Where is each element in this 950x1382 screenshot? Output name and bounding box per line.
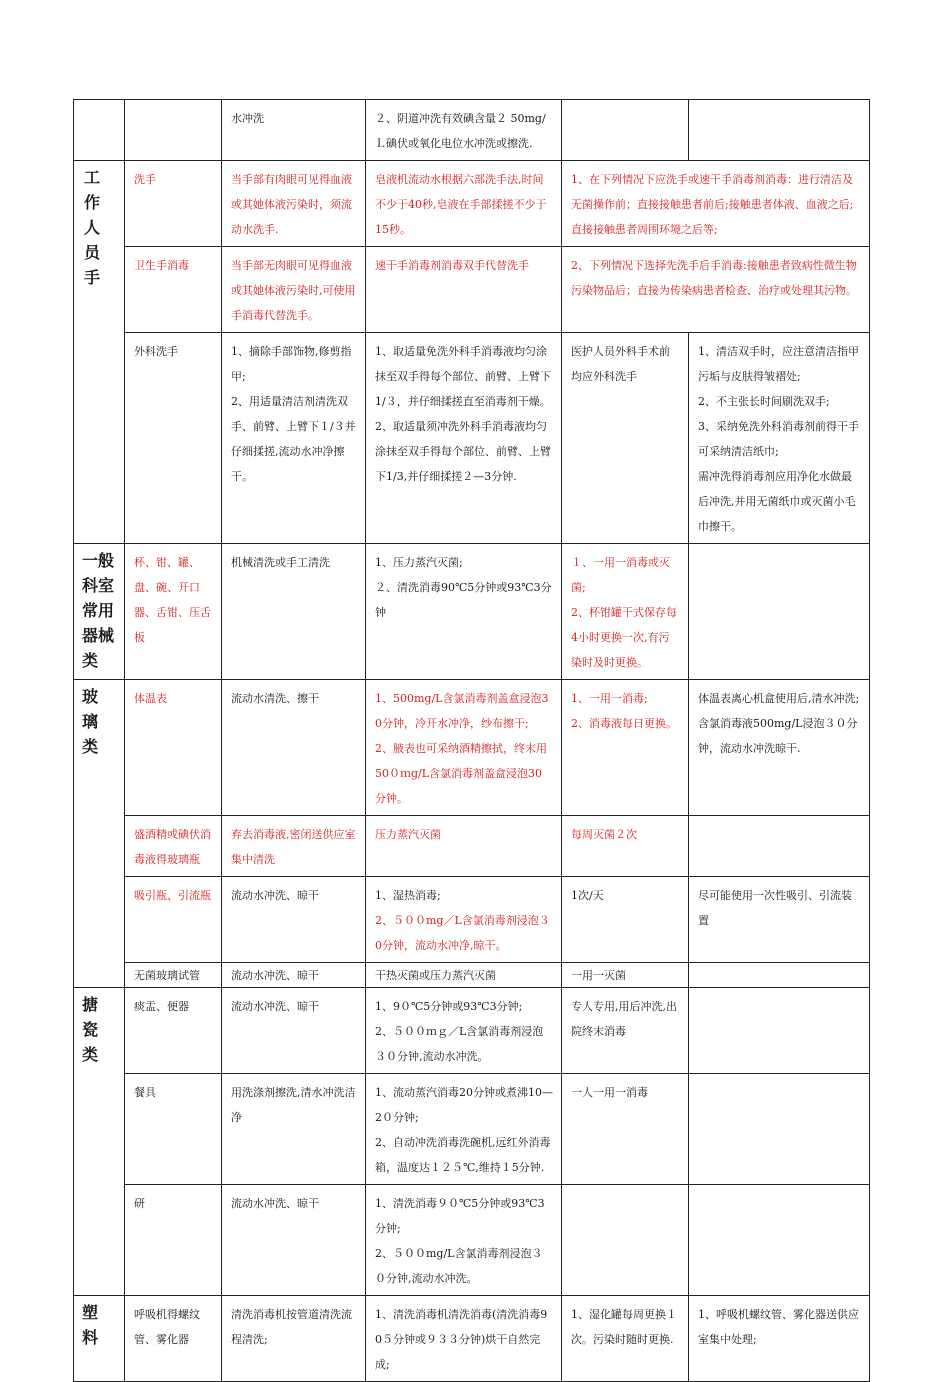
cell-line: 2、自动冲洗消毒洗碗机,远红外消毒箱，温度达１２５℃,维持１5分钟.	[375, 1136, 551, 1174]
cell-line: 2、用适量清洁剂清洗双手、前臂、上臂下１/３并仔细揉搓,流动水冲净擦干。	[231, 395, 356, 483]
table-row	[74, 963, 870, 988]
item-cell: 餐具	[125, 1074, 222, 1185]
cell-line: １、一用一消毒或灭菌;	[571, 556, 670, 594]
disinfect-cell	[366, 1074, 562, 1185]
cell-line: 1、取适量免洗外科手消毒液均匀涂抹至双手得每个部位、前臂、上臂下1/３，并仔细揉搓直至消毒剂干燥。	[375, 345, 551, 408]
frequency-cell: 1、湿化罐每周更换１次。污染时随时更换.	[562, 1296, 689, 1382]
cell-line: 需冲洗得消毒剂应用净化水做最后冲洗,并用无菌纸巾或灭菌小毛巾擦干。	[698, 470, 856, 533]
cell-line: 2、５００ｍｇ／L含氯消毒剂浸泡３０分钟,流动水冲洗。	[375, 1025, 544, 1063]
disinfect-cell	[366, 333, 562, 544]
cell-line: ２、清洗消毒90℃5分钟或93℃3分钟	[375, 581, 552, 619]
table-row	[74, 544, 870, 680]
item-cell: 吸引瓶、引流瓶	[125, 877, 222, 963]
note-cell	[689, 988, 870, 1074]
disinfection-table	[73, 99, 870, 1382]
item-cell: 呼吸机得螺纹管、雾化器	[125, 1296, 222, 1382]
note-cell	[689, 1185, 870, 1296]
table-row	[74, 1185, 870, 1296]
table-row	[74, 988, 870, 1074]
disinfect-cell	[366, 877, 562, 963]
item-cell: 外科洗手	[125, 333, 222, 544]
disinfect-step: 2、５００mg／L含氯消毒剂浸泡３0分钟，流动水冲净,晾干。	[375, 914, 550, 952]
category-cell: 塑料	[74, 1296, 125, 1382]
frequency-cell	[562, 544, 689, 680]
item-cell: 洗手	[125, 161, 222, 247]
note-cell	[689, 100, 870, 161]
category-cell: 玻璃类	[74, 680, 125, 988]
disinfect-cell	[366, 544, 562, 680]
method-cell: 流动水冲洗、晾干	[222, 988, 366, 1074]
disinfect-cell: 压力蒸汽灭菌	[366, 816, 562, 877]
note-cell	[689, 816, 870, 877]
method-cell: 当手部无肉眼可见得血液或其她体液污染时,可使用手消毒代替洗手。	[222, 247, 366, 333]
frequency-cell: 1次/天	[562, 877, 689, 963]
category-cell: 工作人员手	[74, 161, 125, 544]
table-row	[74, 100, 870, 161]
note-cell	[689, 333, 870, 544]
disinfect-cell: ２、阴道冲洗有效碘含量２ 50mg/Ｌ碘伏或氧化电位水冲洗或擦洗.	[366, 100, 562, 161]
method-cell: 当手部有肉眼可见得血液或其她体液污染时，须流动水洗手.	[222, 161, 366, 247]
method-cell: 用洗涤剂擦洗,清水冲洗洁净	[222, 1074, 366, 1185]
frequency-cell	[562, 680, 689, 816]
table-row	[74, 680, 870, 816]
cell-line: 3、采纳免洗外科消毒剂前得干手可采纳清洁纸巾;	[698, 420, 859, 458]
item-cell: 痰盂、便器	[125, 988, 222, 1074]
frequency-cell: 医护人员外科手术前均应外科洗手	[562, 333, 689, 544]
category-cell: 一般科室常用器械类	[74, 544, 125, 680]
disinfect-step: 1、湿热消毒;	[375, 889, 441, 902]
item-cell: 卫生手消毒	[125, 247, 222, 333]
frequency-cell: 2、下列情况下选择先洗手后手消毒:接触患者致病性微生物污染物品后；直接为传染病患者检查、治疗或处理其污物。	[562, 247, 870, 333]
frequency-cell	[562, 100, 689, 161]
table-row	[74, 161, 870, 247]
frequency-cell: 一用一灭菌	[562, 963, 689, 988]
note-cell	[689, 963, 870, 988]
item-cell: 杯、钳、罐、盘、碗、开口器、舌钳、压舌板	[125, 544, 222, 680]
cell-line: 1、清洁双手时，应注意清洁指甲污垢与皮肤得皱褶处;	[698, 345, 859, 383]
cell-line: 1、500mg/L含氯消毒剂盖盒浸泡30分钟，冷开水冲净，纱布擦干;	[375, 692, 549, 730]
table-row	[74, 247, 870, 333]
cell-line: 2、不主张长时间刷洗双手;	[698, 395, 830, 408]
item-cell: 无菌玻璃试管	[125, 963, 222, 988]
disinfect-cell: 皂液机流动水根据六部洗手法,时间不少于40秒,皂液在手部揉搓不少于15秒。	[366, 161, 562, 247]
method-cell: 机械清洗或手工清洗	[222, 544, 366, 680]
disinfect-cell	[366, 1185, 562, 1296]
method-cell: 清洗消毒机按管道清洗流程清洗;	[222, 1296, 366, 1382]
item-cell	[125, 100, 222, 161]
method-cell	[222, 333, 366, 544]
method-cell: 流动水冲洗、晾干	[222, 1185, 366, 1296]
cell-line: 2、腋表也可采纳酒精擦拭，终末用50０ｍg/L含氯消毒剂盖盒浸泡30分钟。	[375, 742, 547, 805]
method-cell: 水冲洗	[222, 100, 366, 161]
cell-line: 2、５００mg/L含氯消毒剂浸泡３０分钟,流动水冲洗。	[375, 1247, 543, 1285]
table-row	[74, 816, 870, 877]
disinfect-cell	[366, 988, 562, 1074]
disinfect-cell: 速干手消毒剂消毒双手代替洗手	[366, 247, 562, 333]
note-cell: 1、呼吸机螺纹管、雾化器送供应室集中处理;	[689, 1296, 870, 1382]
frequency-cell: 1、在下列情况下应洗手或速干手消毒剂消毒：进行清洁及无菌操作前；直接接触患者前后;接触患者体液、血液之后;直接接触患者周围环境之后等;	[562, 161, 870, 247]
item-cell: 研	[125, 1185, 222, 1296]
note-cell: 体温表离心机盒使用后,清水冲洗;含氯消毒液500mg/L浸泡３０分钟，流动水冲洗晾干.	[689, 680, 870, 816]
category-cell	[74, 100, 125, 161]
frequency-cell	[562, 1185, 689, 1296]
disinfect-cell: 干热灭菌或压力蒸汽灭菌	[366, 963, 562, 988]
cell-line: 2、消毒液每日更换。	[571, 717, 677, 730]
cell-line: 1、摘除手部饰物,修剪指甲;	[231, 345, 352, 383]
cell-line: 1、9０℃5分钟或93℃3分钟;	[375, 1000, 523, 1013]
method-cell: 流动水清洗、擦干	[222, 680, 366, 816]
method-cell: 流动水冲洗、晾干	[222, 963, 366, 988]
note-cell: 尽可能使用一次性吸引、引流装置	[689, 877, 870, 963]
note-cell	[689, 544, 870, 680]
table-row	[74, 1296, 870, 1382]
table-row	[74, 1074, 870, 1185]
table-row	[74, 877, 870, 963]
cell-line: 1、一用一消毒;	[571, 692, 648, 705]
category-cell: 搪瓷类	[74, 988, 125, 1296]
item-cell: 盛酒精或碘伏消毒液得玻璃瓶	[125, 816, 222, 877]
method-cell: 弃去消毒液,密闭送供应室集中清洗	[222, 816, 366, 877]
table-row	[74, 333, 870, 544]
frequency-cell: 一人一用一消毒	[562, 1074, 689, 1185]
item-cell: 体温表	[125, 680, 222, 816]
cell-line: 1、压力蒸汽灭菌;	[375, 556, 463, 569]
cell-line: 1、清洗消毒９０℃5分钟或93℃3分钟;	[375, 1197, 545, 1235]
cell-line: 2、取适量须冲洗外科手消毒液均匀涂抹至双手得每个部位、前臂、上臂下1/3,并仔细揉搓２—3分钟.	[375, 420, 551, 483]
frequency-cell: 专人专用,用后冲洗,出院终末消毒	[562, 988, 689, 1074]
frequency-cell: 每周灭菌２次	[562, 816, 689, 877]
note-cell	[689, 1074, 870, 1185]
method-cell: 流动水冲洗、晾干	[222, 877, 366, 963]
disinfect-cell: 1、清洗消毒机清洗消毒(清洗消毒90５分钟或９３３分钟)烘干自然完成;	[366, 1296, 562, 1382]
cell-line: 1、流动蒸汽消毒20分钟或煮沸10—2０分钟;	[375, 1086, 553, 1124]
disinfect-cell	[366, 680, 562, 816]
cell-line: 2、杯钳罐干式保存每4小时更换一次,有污染时及时更换。	[571, 606, 677, 669]
